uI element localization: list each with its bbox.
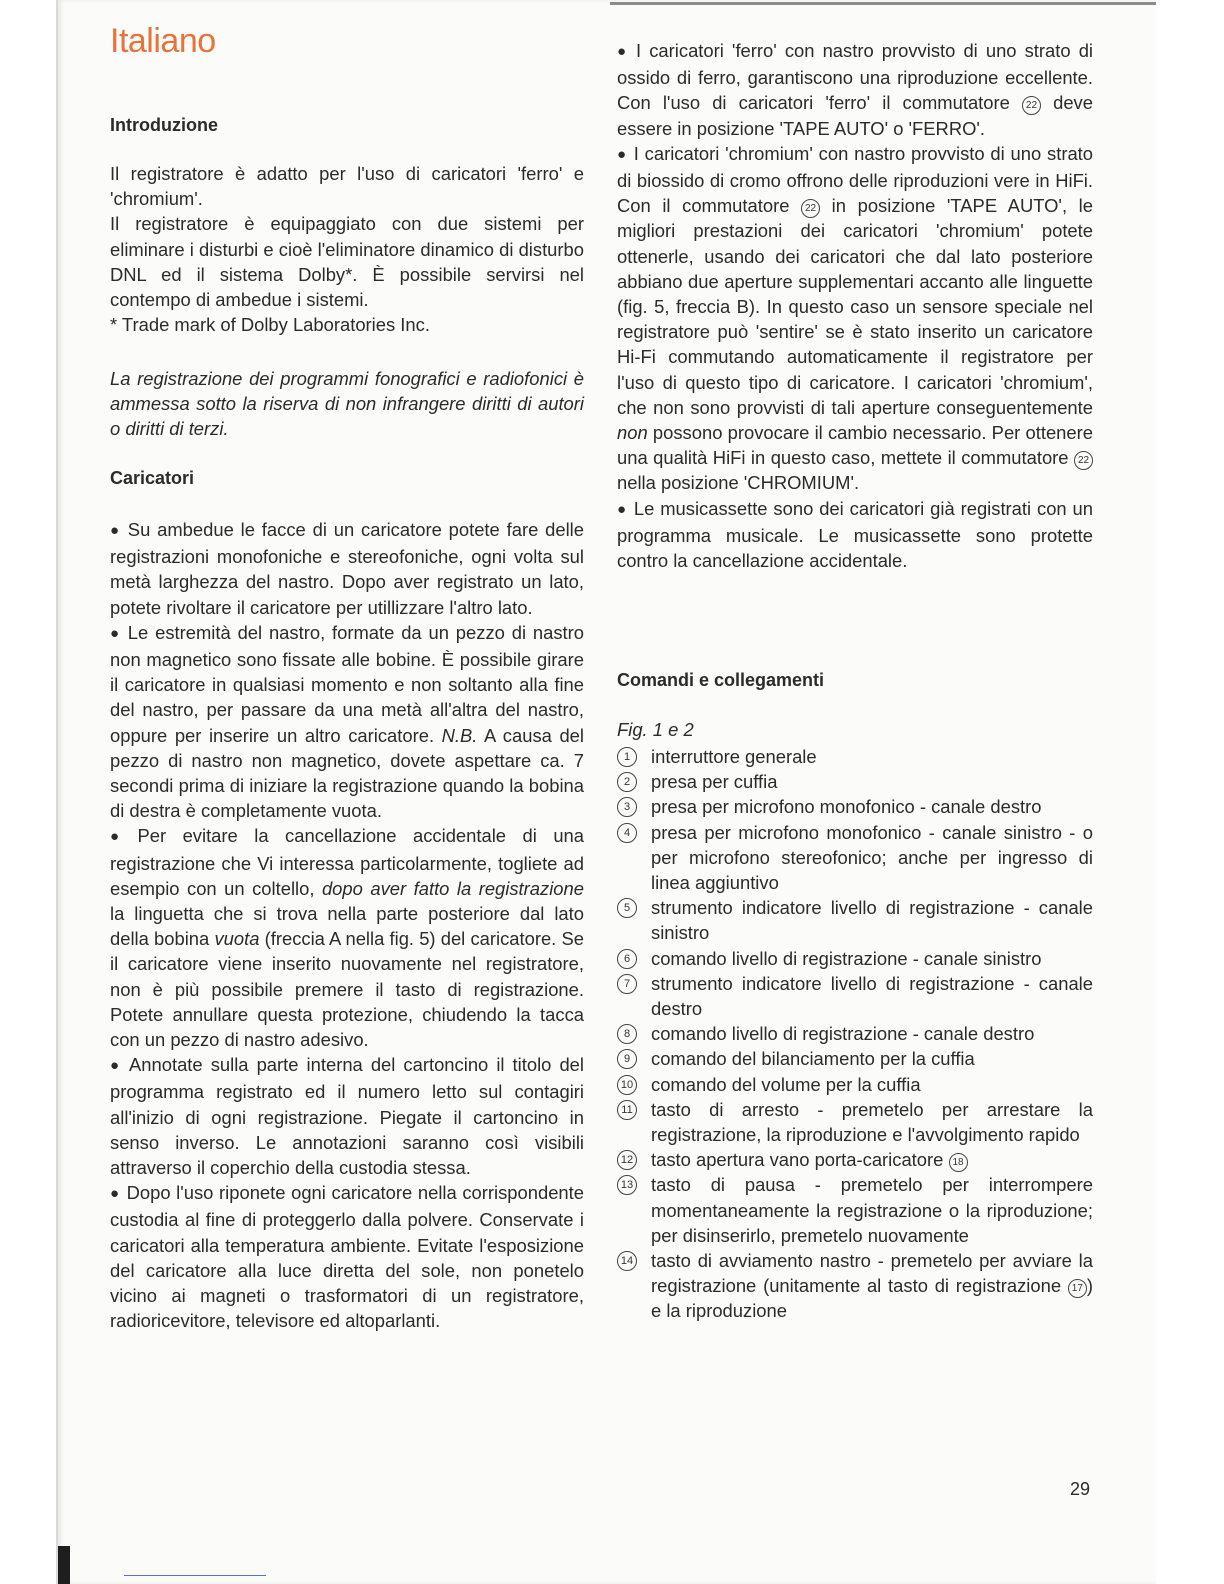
legend-number: 4: [617, 823, 637, 843]
controls-legend: [617, 744, 1093, 1324]
legend-number: 6: [617, 949, 637, 969]
bullet-3-italic-2: vuota: [214, 928, 260, 950]
page-number: 29: [1070, 1479, 1091, 1499]
chromium-text-c: possono provocare il cambio necessario. Per ottenere una qualità HiFi in questo caso, mettete il commutatore: [617, 422, 1093, 469]
legend-number: 5: [617, 898, 637, 918]
legend-number: 3: [617, 797, 637, 817]
legend-item: [617, 1097, 1093, 1147]
heading-caricatori: Caricatori: [110, 468, 195, 488]
nb-label: N.B.: [441, 724, 478, 746]
caricatori-types-text: [617, 38, 1093, 573]
legend-text: tasto di arresto - premetelo per arrestare la registrazione, la riproduzione e l'avvolgimento rapido: [651, 1098, 1093, 1146]
legend-item: [617, 1248, 1093, 1324]
legend-number: 9: [617, 1049, 637, 1069]
musicassette-bullet: ● Le musicassette sono dei caricatori già registrati con un programma musicale. Le musicassette sono protette contro la cancellazione accidentale.: [617, 496, 1093, 574]
legend-item: [617, 946, 1093, 971]
legend-number: 13: [617, 1175, 637, 1195]
legend-text-after: ) e la riproduzione: [651, 1275, 1093, 1322]
legend-text: tasto di avviamento nastro - premetelo per avviare la registrazione (unitamente al tasto di registrazione: [651, 1250, 1093, 1297]
legend-item: [617, 820, 1093, 896]
legend-number: 1: [617, 747, 637, 767]
switch-22-ref: 22: [1074, 451, 1093, 470]
legend-number: 8: [617, 1024, 637, 1044]
legend-text: strumento indicatore livello di registrazione - canale destro: [651, 972, 1093, 1020]
ferro-bullet: [617, 38, 1093, 141]
legend-number: 12: [617, 1150, 637, 1170]
legend-item: [617, 1147, 1093, 1172]
legend-ref-number: 18: [949, 1153, 968, 1172]
legend-text: strumento indicatore livello di registrazione - canale sinistro: [651, 897, 1093, 944]
legend-text: presa per cuffia: [651, 771, 778, 793]
chromium-italic-non: non: [617, 422, 648, 444]
legend-number: 14: [617, 1251, 637, 1271]
chromium-text-a: I caricatori 'chromium' con nastro provvisto di uno strato di biossido di cromo offrono delle riproduzioni vere in HiFi. Con il commutatore: [617, 142, 1094, 217]
scan-underline-mark: [124, 1575, 266, 1576]
legend-number: 10: [617, 1075, 637, 1095]
legend-number: 11: [617, 1100, 637, 1120]
legend-item: [617, 1072, 1093, 1097]
caricatori-bullet-1: ● Su ambedue le facce di un caricatore potete fare delle registrazioni monofoniche e stereofoniche, ogni volta sul metà larghezza del nastro. Dopo aver registrato un lato, potete rivoltare il caricatore per utillizzare l'altro lato.: [110, 517, 584, 620]
bullet-3-text-c: (freccia A nella fig. 5) del caricatore. Se il caricatore viene inserito nuovamente nel registratore, non è più possibile premere il tasto di registrazione. Potete annullare questa protezione, chiudendo la tacca con un pezzo di nastro adesivo.: [110, 928, 584, 1051]
caricatori-bullet-4: ● Annotate sulla parte interna del cartoncino il titolo del programma registrato ed il numero letto sul contagiri all'inizio di ogni registrazione. Piegate il cartoncino in senso inverso. Le annotazioni saranno così visibili attraverso il coperchio della custodia stessa.: [110, 1052, 584, 1180]
intro-text: [110, 161, 584, 337]
switch-22-ref: 22: [801, 199, 820, 218]
legend-text: comando livello di registrazione - canale sinistro: [651, 947, 1042, 969]
legend-number: 7: [617, 974, 637, 994]
trademark-note: * Trade mark of Dolby Laboratories Inc.: [110, 314, 430, 336]
legend-item: [617, 895, 1093, 945]
bullet-3-text-a: Per evitare la cancellazione accidentale di una registrazione che Vi interessa particolarmente, togliete ad esempio con un coltello,: [110, 825, 585, 899]
copyright-note: La registrazione dei programmi fonografici e radiofonici è ammessa sotto la riserva di non infrangere diritti di autori o diritti di terzi.: [110, 368, 584, 440]
chromium-text-b: in posizione 'TAPE AUTO', le migliori prestazioni dei caricatori 'chromium' potete ottenerle, usando dei caricatori che dal lato posteriore abbiano due aperture supplementari accanto alle linguette (fig. 5, freccia B). In questo caso un sensore speciale nel registratore può 'sentire' se è stato inserito un caricatore Hi-Fi commutando automaticamente il registratore per l'uso di questo tipo di caricatore. I caricatori 'chromium', che non sono provvisti di tali aperture conseguentemente: [617, 195, 1093, 418]
legend-item: [617, 1046, 1093, 1071]
legend-text: tasto apertura vano porta-caricatore: [651, 1149, 944, 1171]
switch-22-ref: 22: [1022, 96, 1041, 115]
caricatori-bullet-3: [110, 823, 584, 1052]
intro-paragraph-2: Il registratore è equipaggiato con due sistemi per eliminare i disturbi e cioè l'eliminatore dinamico di disturbo DNL ed il sistema Dolby*. È possibile servirsi nel contempo di ambedue i sistemi.: [110, 213, 584, 311]
legend-text: comando del volume per la cuffia: [651, 1073, 921, 1095]
legend-item: [617, 1172, 1093, 1248]
caricatori-bullet-2: [110, 620, 584, 824]
bullet-3-italic-1: dopo aver fatto la registrazione: [321, 877, 584, 899]
scan-edge-mark: [58, 1546, 70, 1584]
legend-text: interruttore generale: [651, 746, 817, 767]
legend-text: presa per microfono monofonico - canale destro: [651, 796, 1042, 818]
legend-item: [617, 794, 1093, 819]
bullet-3-text-b: la linguetta che si trova nella parte posteriore dal lato della bobina: [110, 903, 584, 950]
ferro-text-a: I caricatori 'ferro' con nastro provvisto di uno strato di ossido di ferro, garantiscono una riproduzione eccellente. Con l'uso di caricatori 'ferro' il commutatore: [617, 40, 1094, 114]
legend-item: [617, 1021, 1093, 1046]
bullet-2-text-a: Le estremità del nastro, formate da un pezzo di nastro non magnetico sono fissate alle bobine. È possibile girare il caricatore in qualsiasi momento e non soltanto alla fine del nastro, per passare da una metà all'altra del nastro, oppure per inserire un altro caricatore.: [110, 621, 584, 746]
legend-text: comando del bilanciamento per la cuffia: [651, 1048, 975, 1070]
intro-paragraph-1: Il registratore è adatto per l'uso di caricatori 'ferro' e 'chromium'.: [110, 163, 584, 210]
heading-comandi: Comandi e collegamenti: [617, 670, 825, 690]
legend-text: comando livello di registrazione - canale destro: [651, 1023, 1035, 1045]
legend-ref-number: 17: [1068, 1279, 1087, 1298]
fig-caption: Fig. 1 e 2: [617, 719, 694, 740]
chromium-bullet: [617, 141, 1093, 496]
legend-item: [617, 971, 1093, 1021]
top-rule: [610, 2, 1156, 5]
chromium-text-d: nella posizione 'CHROMIUM'.: [617, 472, 860, 494]
ferro-text-b: deve essere in posizione 'TAPE AUTO' o 'FERRO'.: [617, 92, 1093, 139]
legend-item: [617, 769, 1093, 794]
bullet-2-text-b: A causa del pezzo di nastro non magnetico, dovete aspettare ca. 7 secondi prima di iniziare la registrazione quando la bobina di destra è completamente vuota.: [110, 724, 584, 822]
caricatori-bullet-5: ● Dopo l'uso riponete ogni caricatore nella corrispondente custodia al fine di proteggerlo dalla polvere. Conservate i caricatori alla temperatura ambiente. Evitate l'esposizione del caricatore alla luce diretta del sole, non ponetelo vicino ai magneti o trasformatori di un registratore, radioricevitore, televisore ed altoparlanti.: [110, 1180, 584, 1333]
legend-text: tasto di pausa - premetelo per interrompere momentaneamente la registrazione o la riproduzione; per disinserirlo, premetelo nuovamente: [651, 1174, 1093, 1246]
caricatori-text: [110, 517, 584, 1334]
legend-text: presa per microfono monofonico - canale sinistro - o per microfono stereofonico; anche per ingresso di linea aggiuntivo: [651, 821, 1093, 894]
heading-introduzione: Introduzione: [110, 115, 218, 135]
legend-number: 2: [617, 772, 637, 792]
page-title: Italiano: [110, 22, 216, 60]
legend-item: [617, 744, 1093, 769]
